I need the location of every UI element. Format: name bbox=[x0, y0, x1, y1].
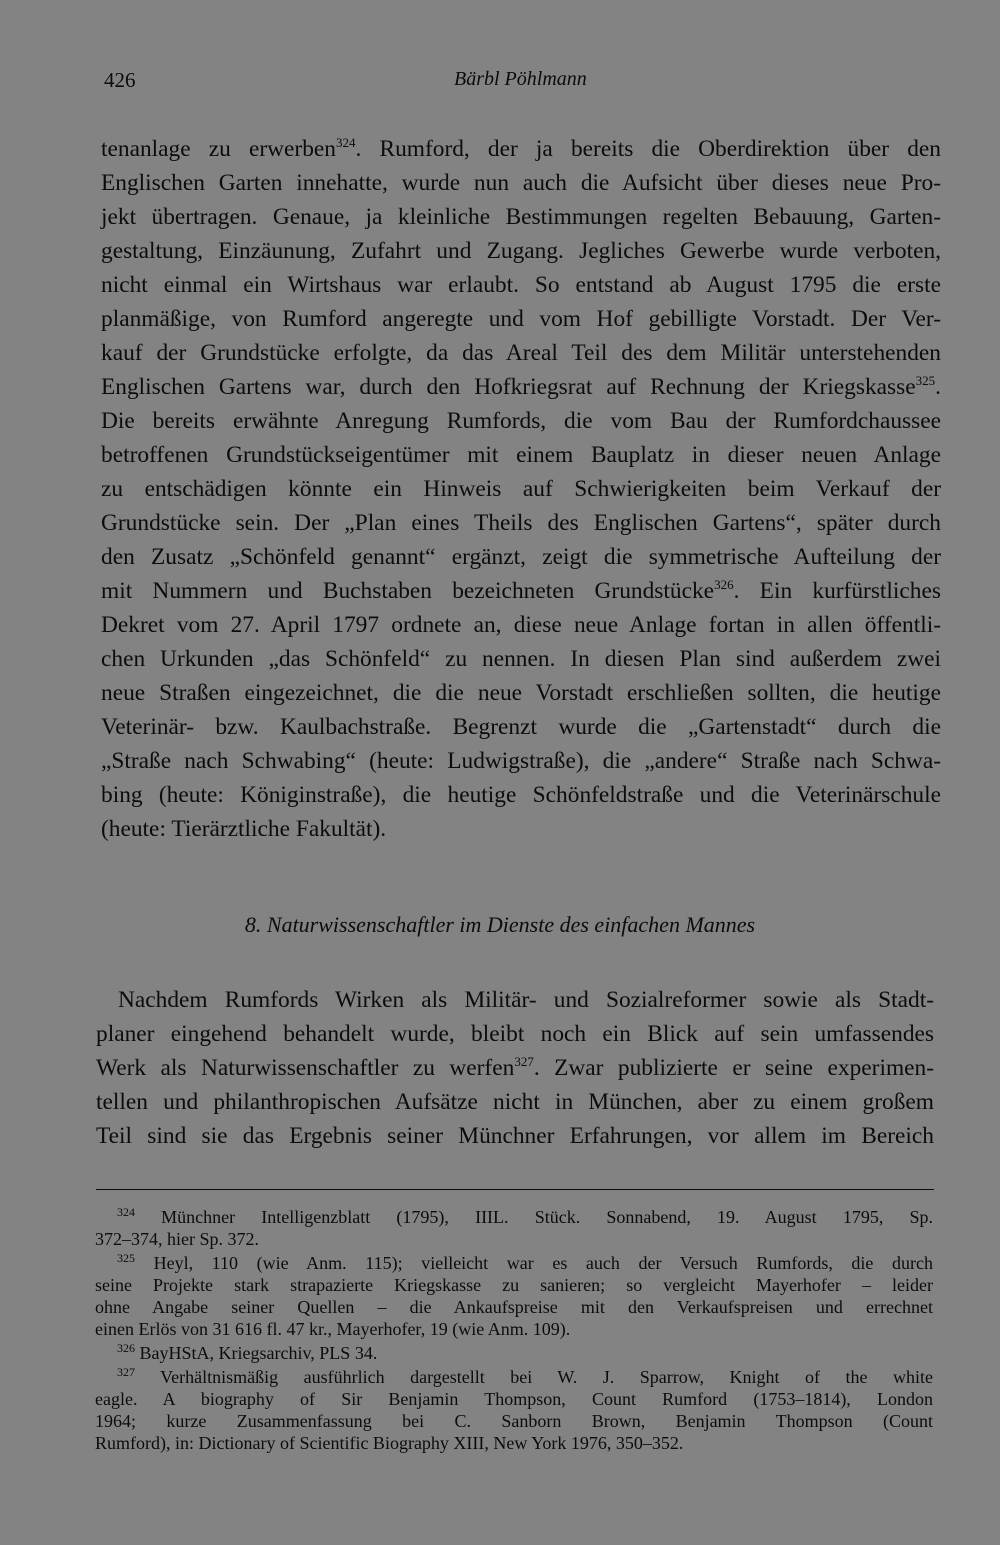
body-line: „Straße nach Schwabing“ (heute: Ludwigstraße), die „andere“ Straße nach Schwa- bbox=[101, 748, 941, 774]
footnote-line: 372–374, hier Sp. 372. bbox=[95, 1229, 259, 1249]
footnote-line: $^{327}$ Verhältnismäßig ausführlich dargestellt bei W. J. Sparrow, Knight of the white bbox=[117, 1365, 933, 1387]
body-line: Die bereits erwähnte Anregung Rumfords, die vom Bau der Rumfordchaussee bbox=[101, 408, 941, 434]
footnote-line: 1964; kurze Zusammenfassung bei C. Sanborn Brown, Benjamin Thompson (Count bbox=[95, 1411, 933, 1431]
body-line: chen Urkunden „das Schönfeld“ zu nennen. In diesen Plan sind außerdem zwei bbox=[101, 646, 941, 672]
body-line: Veterinär- bzw. Kaulbachstraße. Begrenzt wurde die „Gartenstadt“ durch die bbox=[101, 714, 941, 740]
body-line: neue Straßen eingezeichnet, die die neue Vorstadt erschließen sollten, die heutige bbox=[101, 680, 941, 706]
page-number: 426 bbox=[104, 68, 136, 92]
footnote-ref[interactable]: 327 bbox=[514, 1054, 534, 1070]
footnote-line: ohne Angabe seiner Quellen – die Ankaufspreise mit den Verkaufspreisen und errechnet bbox=[95, 1297, 933, 1317]
body-line: Nachdem Rumfords Wirken als Militär- und Sozialreformer sowie als Stadt- bbox=[118, 987, 934, 1013]
footnote-line: einen Erlös von 31 616 fl. 47 kr., Mayerhofer, 19 (wie Anm. 109). bbox=[95, 1319, 571, 1339]
body-line: Englischen Gartens war, durch den Hofkriegsrat auf Rechnung der Kriegskasse$^{325}$. bbox=[101, 373, 941, 400]
footnote-line: Rumford), in: Dictionary of Scientific Biography XIII, New York 1976, 350–352. bbox=[95, 1433, 684, 1453]
footnote-number: 327 bbox=[117, 1365, 135, 1379]
body-line: betroffenen Grundstückseigentümer mit einem Bauplatz in dieser neuen Anlage bbox=[101, 442, 941, 468]
running-title: Bärbl Pöhlmann bbox=[454, 68, 587, 90]
footnote-line: $^{325}$ Heyl, 110 (wie Anm. 115); vielleicht war es auch der Versuch Rumfords, die durch bbox=[117, 1251, 933, 1273]
body-line: Englischen Garten innehatte, wurde nun auch die Aufsicht über dieses neue Pro- bbox=[101, 170, 941, 196]
footnote-line: eagle. A biography of Sir Benjamin Thompson, Count Rumford (1753–1814), London bbox=[95, 1389, 933, 1409]
footnote-divider bbox=[96, 1189, 934, 1190]
body-line: Werk als Naturwissenschaftler zu werfen$^{327}$. Zwar publizierte er seine experimen- bbox=[96, 1054, 935, 1081]
footnote-number: 325 bbox=[117, 1251, 135, 1265]
section-heading: 8. Naturwissenschaftler im Dienste des einfachen Mannes bbox=[244, 912, 756, 937]
body-line: Teil sind sie das Ergebnis seiner Münchner Erfahrungen, vor allem im Bereich bbox=[96, 1123, 934, 1149]
body-line: kauf der Grundstücke erfolgte, da das Areal Teil des dem Militär unterstehenden bbox=[101, 340, 941, 366]
footnote-ref[interactable]: 325 bbox=[915, 373, 936, 389]
body-line: mit Nummern und Buchstaben bezeichneten Grundstücke$^{326}$. Ein kurfürstliches bbox=[101, 577, 941, 604]
footnote-ref[interactable]: 324 bbox=[335, 135, 356, 151]
body-line: (heute: Tierärztliche Fakultät). bbox=[101, 816, 387, 842]
footnote-number: 324 bbox=[117, 1205, 135, 1219]
body-line: jekt übertragen. Genaue, ja kleinliche Bestimmungen regelten Bebauung, Garten- bbox=[101, 204, 941, 230]
footnote-line: $^{326}$ BayHStA, Kriegsarchiv, PLS 34. bbox=[117, 1341, 378, 1363]
body-line: bing (heute: Königinstraße), die heutige Schönfeldstraße und die Veterinärschule bbox=[101, 782, 941, 808]
body-line: Dekret vom 27. April 1797 ordnete an, diese neue Anlage fortan in allen öffentli- bbox=[101, 612, 941, 638]
footnote-line: $^{324}$ Münchner Intelligenzblatt (1795), IIIL. Stück. Sonnabend, 19. August 1795, Sp. bbox=[117, 1205, 934, 1227]
footnote-line: seine Projekte stark strapazierte Kriegskasse zu sanieren; so vergleicht Mayerhofer – leider bbox=[95, 1275, 933, 1295]
body-line: tellen und philanthropischen Aufsätze nicht in München, aber zu einem großem bbox=[96, 1089, 934, 1115]
body-line: planer eingehend behandelt wurde, bleibt noch ein Blick auf sein umfassendes bbox=[96, 1021, 934, 1047]
body-line: Grundstücke sein. Der „Plan eines Theils des Englischen Gartens“, später durch bbox=[101, 510, 941, 536]
body-line: den Zusatz „Schönfeld genannt“ ergänzt, zeigt die symmetrische Aufteilung der bbox=[101, 544, 941, 570]
body-line: nicht einmal ein Wirtshaus war erlaubt. So entstand ab August 1795 die erste bbox=[101, 272, 941, 298]
body-line: gestaltung, Einzäunung, Zufahrt und Zugang. Jegliches Gewerbe wurde verboten, bbox=[101, 238, 941, 264]
body-line: tenanlage zu erwerben$^{324}$. Rumford, der ja bereits die Oberdirektion über den bbox=[101, 135, 941, 162]
footnote-number: 326 bbox=[117, 1341, 135, 1355]
running-head bbox=[104, 68, 936, 102]
body-line: planmäßige, von Rumford angeregte und vom Hof gebilligte Vorstadt. Der Ver- bbox=[101, 306, 941, 332]
footnote-ref[interactable]: 326 bbox=[714, 577, 734, 593]
body-line: zu entschädigen könnte ein Hinweis auf Schwierigkeiten beim Verkauf der bbox=[101, 476, 941, 502]
